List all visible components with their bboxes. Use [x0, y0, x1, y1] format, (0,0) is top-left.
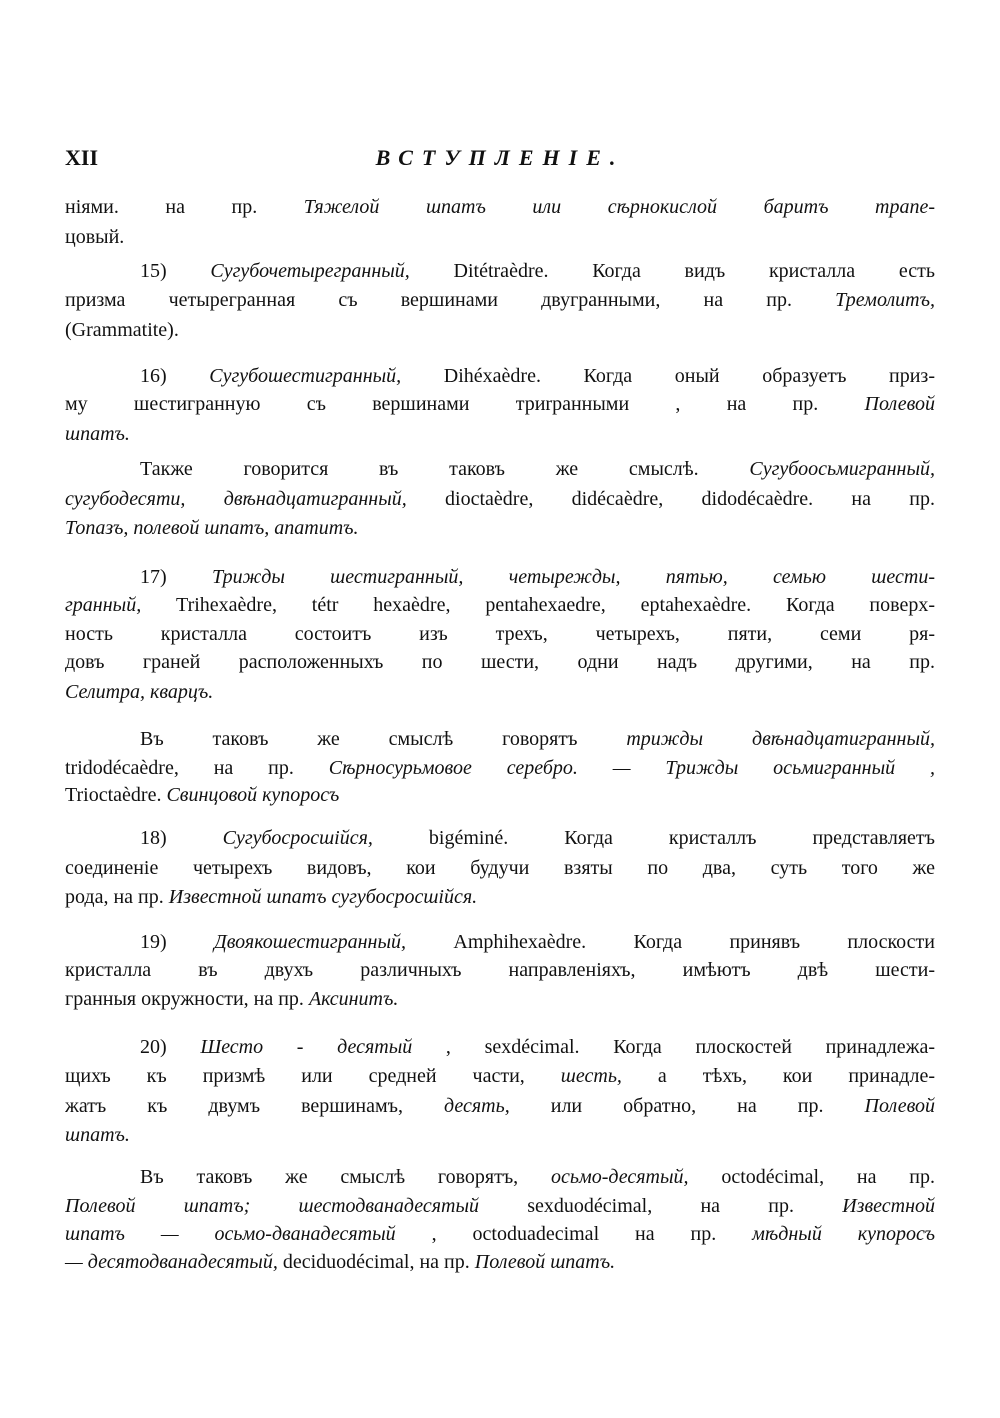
- text-line: [140, 1165, 935, 1189]
- italic-term: шпатъ — осьмо-дванадесятый: [65, 1223, 396, 1245]
- italic-term: Трижды шестигранный, четырежды, пятью, семью шести-: [211, 566, 935, 588]
- italic-term: гранный,: [65, 594, 142, 616]
- text-run: или обратно, на пр.: [509, 1095, 865, 1117]
- text-line: [140, 930, 935, 954]
- text-run: , octoduadecimal на пр.: [395, 1223, 753, 1245]
- text-line: [65, 856, 935, 880]
- text-run: bigéminé. Когда кристаллъ представляетъ: [372, 827, 935, 849]
- italic-term: Полевой шпатъ.: [474, 1251, 616, 1273]
- text-line: [65, 1094, 935, 1118]
- text-line: [65, 516, 935, 540]
- text-run: Trihexaèdre, tétr hexaèdre, pentahexaedre, eptahexaèdre. Когда поверх-: [141, 594, 935, 616]
- text-run: dioctaèdre, didécaèdre, didodécaèdre. на пр.: [406, 488, 935, 510]
- text-line: [65, 487, 935, 511]
- text-line: [140, 727, 935, 751]
- text-run: цовый.: [65, 226, 125, 248]
- italic-term: Известной шпатъ сугубосросшійся.: [168, 886, 478, 908]
- text-run: призма четырегранная съ вершинами двугранными, на пр.: [65, 289, 836, 311]
- text-line: [140, 826, 935, 850]
- text-line: [65, 288, 935, 312]
- page-title: ВСТУПЛЕНІЕ.: [375, 145, 625, 170]
- italic-term: Аксинитъ.: [308, 988, 399, 1010]
- italic-term: Свинцовой купоросъ: [166, 784, 340, 806]
- text-run: 18): [140, 827, 223, 849]
- text-run: 16): [140, 365, 210, 387]
- italic-term: Шесто - десятый: [200, 1036, 413, 1058]
- text-line: [65, 225, 935, 249]
- text-line: [65, 1222, 935, 1246]
- text-line: [140, 565, 935, 589]
- italic-term: трижды двѣнадцатигранный,: [626, 728, 935, 750]
- text-line: [65, 593, 935, 617]
- text-line: [65, 1250, 935, 1274]
- text-line: [65, 1123, 935, 1147]
- text-line: [65, 622, 935, 646]
- text-line: [65, 756, 935, 780]
- text-line: [65, 1194, 935, 1218]
- text-line: [65, 783, 935, 807]
- text-run: Ditétraèdre. Когда видъ кристалла есть: [409, 260, 935, 282]
- text-run: Также говорится въ таковъ же смыслѣ.: [140, 458, 750, 480]
- italic-term: осьмо-десятый,: [551, 1166, 689, 1188]
- text-line: [65, 318, 935, 342]
- running-header: [65, 145, 935, 175]
- text-line: [140, 259, 935, 283]
- italic-term: Полевой: [864, 393, 935, 415]
- italic-term: шпатъ.: [65, 423, 130, 445]
- text-run: а тѣхъ, кои принадле-: [621, 1065, 935, 1087]
- text-run: 17): [140, 566, 212, 588]
- italic-term: мѣдный купоросъ: [752, 1223, 935, 1245]
- italic-term: Сугубосросшійся,: [222, 827, 373, 849]
- text-run: му шестигранную съ вершинами триrранными , на пр.: [65, 393, 865, 415]
- text-run: sexduodécimal, на пр.: [479, 1195, 843, 1217]
- text-run: кристалла въ двухъ различныхъ направленіяхъ, имѣютъ двѣ шести-: [65, 959, 935, 981]
- text-run: , sexdécimal. Когда плоскостей принадлежа-: [412, 1036, 935, 1058]
- text-line: [65, 885, 935, 909]
- text-run: соединеніе четырехъ видовъ, кои будучи взяты по два, суть того же: [65, 857, 935, 879]
- italic-term: Топазъ, полевой шпатъ, апатитъ.: [65, 517, 359, 539]
- italic-term: Сугубочетырегранный,: [210, 260, 410, 282]
- text-run: Dihéxaèdre. Когда оный образуетъ приз-: [401, 365, 935, 387]
- text-line: [65, 987, 935, 1011]
- italic-term: шесть,: [560, 1065, 622, 1087]
- italic-term: — десятодванадесятый,: [65, 1251, 278, 1273]
- text-run: tridodécaèdre, на пр.: [65, 757, 329, 779]
- italic-term: Селитра, кварцъ.: [65, 681, 214, 703]
- text-run: Trioctaèdre.: [65, 784, 167, 806]
- text-line: [65, 1064, 935, 1088]
- italic-term: Полевой шпатъ; шестодванадесятый: [65, 1195, 480, 1217]
- text-run: довъ граней расположенныхъ по шести, одни надъ другими, на пр.: [65, 651, 935, 673]
- page-number: XII: [65, 145, 99, 170]
- italic-term: Сугубошестигранный,: [209, 365, 402, 387]
- text-run: рода, на пр.: [65, 886, 169, 908]
- text-run: ность кристалла состоитъ изъ трехъ, четырехъ, пяти, семи ря-: [65, 623, 935, 645]
- text-line: [140, 1035, 935, 1059]
- italic-term: десять,: [444, 1095, 510, 1117]
- text-line: [65, 650, 935, 674]
- text-run: 19): [140, 931, 215, 953]
- text-run: 15): [140, 260, 211, 282]
- text-run: Amphihexaèdre. Когда принявъ плоскости: [406, 931, 935, 953]
- italic-term: Сугубоосьмигранный,: [749, 458, 935, 480]
- text-line: [65, 958, 935, 982]
- italic-term: Полевой: [864, 1095, 935, 1117]
- italic-term: Известной: [842, 1195, 935, 1217]
- text-run: Въ таковъ же смыслѣ говорятъ,: [140, 1166, 551, 1188]
- italic-term: Тремолитъ,: [835, 289, 935, 311]
- text-run: жатъ къ двумъ вершинамъ,: [65, 1095, 445, 1117]
- text-run: octodécimal, на пр.: [688, 1166, 935, 1188]
- text-run: (Grammatite).: [65, 319, 179, 341]
- italic-term: шпатъ.: [65, 1124, 130, 1146]
- text-run: гранныя окружности, на пр.: [65, 988, 309, 1010]
- text-run: Въ таковъ же смыслѣ говорятъ: [140, 728, 627, 750]
- italic-term: Двоякошестигранный,: [214, 931, 407, 953]
- text-line: [65, 195, 935, 219]
- text-line: [140, 457, 935, 481]
- text-line: [65, 680, 935, 704]
- text-run: 20): [140, 1036, 201, 1058]
- text-line: [65, 422, 935, 446]
- text-run: deciduodécimal, на пр.: [277, 1251, 475, 1273]
- italic-term: Сѣрносурьмовое серебро. — Трижды осьмигранный ,: [328, 757, 935, 779]
- text-run: ніями. на пр.: [65, 196, 304, 218]
- text-line: [140, 364, 935, 388]
- italic-term: Тяжелой шпатъ или сѣрнокислой баритъ трапе-: [303, 196, 935, 218]
- italic-term: сугубодесяти, двѣнадцатигранный,: [65, 488, 407, 510]
- text-run: щихъ къ призмѣ или средней части,: [65, 1065, 561, 1087]
- text-line: [65, 392, 935, 416]
